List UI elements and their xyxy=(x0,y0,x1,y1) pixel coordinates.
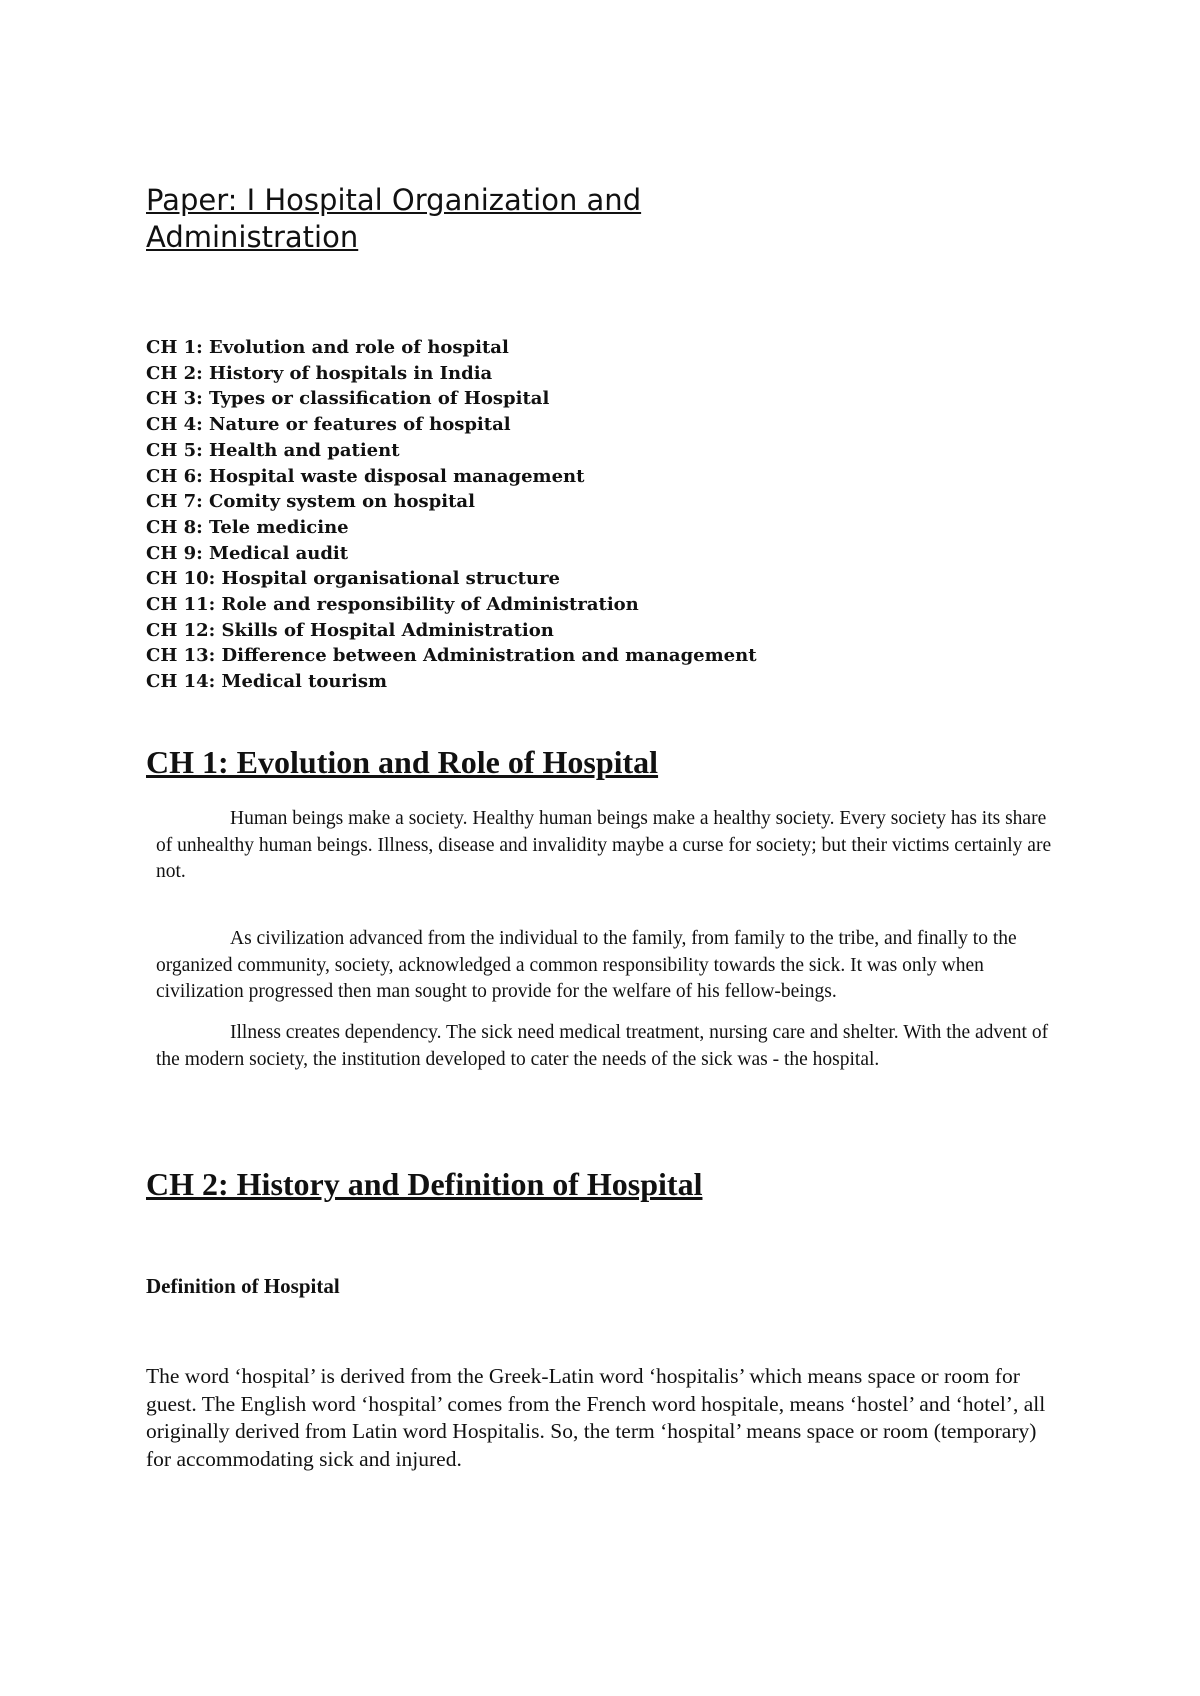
chapter-1-paragraph: Illness creates dependency. The sick need medical treatment, nursing care and shelter. With the advent of the modern society, the institution developed to cater the needs of the sick was - the hospital. xyxy=(156,1022,1049,1070)
toc-item: CH 6: Hospital waste disposal management xyxy=(146,465,585,487)
toc-item: CH 5: Health and patient xyxy=(146,439,400,461)
toc-item: CH 3: Types or classification of Hospital xyxy=(146,388,550,410)
toc-item: CH 12: Skills of Hospital Administration xyxy=(146,619,554,641)
toc-item: CH 13: Difference between Administration and management xyxy=(146,645,757,667)
paper-title: Paper: I Hospital Organization and Administration xyxy=(146,183,642,254)
definition-subheading: Definition of Hospital xyxy=(146,1274,340,1298)
chapter-1-paragraph: As civilization advanced from the individual to the family, from family to the tribe, and finally to the organized community, society, acknowledged a common responsibility towards the sick. It was only when civilization progressed then man sought to provide for the welfare of his fellow-beings. xyxy=(156,928,1017,1002)
toc-item: CH 1: Evolution and role of hospital xyxy=(146,337,509,358)
toc-item: CH 10: Hospital organisational structure xyxy=(146,568,560,590)
definition-paragraph: The word ‘hospital’ is derived from the Greek-Latin word ‘hospitalis’ which means space or room for guest. The English word ‘hospital’ comes from the French word hospitale, means ‘hostel’ and ‘hotel’, all originally derived from Latin word Hospitalis. So, the term ‘hospital’ means space or room (temporary) for accommodating sick and injured. xyxy=(146,1364,1046,1471)
chapter-2-heading: CH 2: History and Definition of Hospital xyxy=(146,1166,703,1202)
table-of-contents xyxy=(146,335,757,695)
chapter-1-heading: CH 1: Evolution and Role of Hospital xyxy=(146,744,659,780)
toc-item: CH 14: Medical tourism xyxy=(146,671,387,693)
toc-item: CH 4: Nature or features of hospital xyxy=(146,414,511,436)
toc-item: CH 2: History of hospitals in India xyxy=(146,362,493,384)
chapter-1-paragraph: Human beings make a society. Healthy human beings make a healthy society. Every society has its share of unhealthy human beings. Illness, disease and invalidity maybe a curse for society; but their victims certainly are not. xyxy=(156,808,1052,882)
toc-item: CH 8: Tele medicine xyxy=(146,516,349,538)
toc-item: CH 11: Role and responsibility of Administration xyxy=(146,594,639,616)
toc-item: CH 9: Medical audit xyxy=(146,542,349,564)
toc-item: CH 7: Comity system on hospital xyxy=(146,491,475,513)
